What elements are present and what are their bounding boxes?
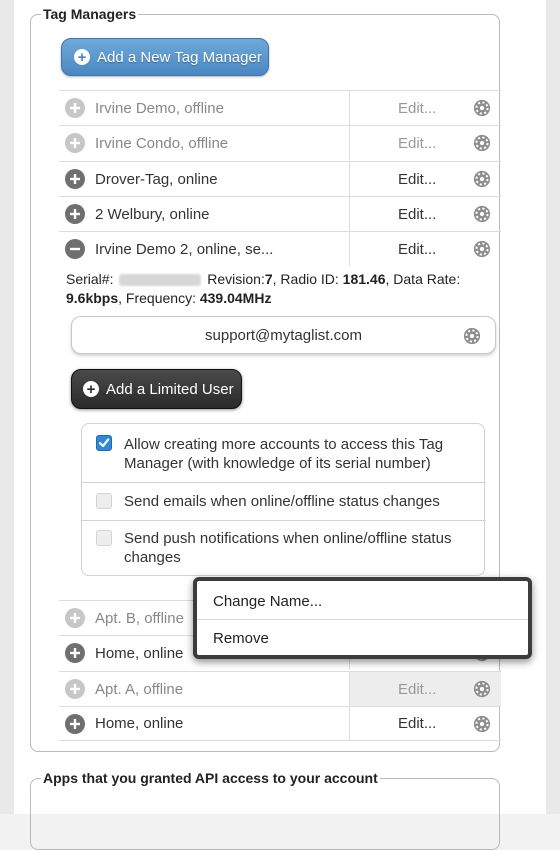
gear-icon[interactable] — [473, 134, 491, 152]
tag-manager-row[interactable] — [59, 671, 501, 706]
context-menu — [193, 577, 532, 659]
tag-manager-row-main[interactable] — [59, 126, 350, 160]
tag-manager-row[interactable] — [59, 90, 501, 125]
frequency-label: , Frequency: — [118, 290, 196, 306]
allow-accounts-checkbox[interactable] — [96, 435, 112, 451]
gear-icon[interactable] — [473, 715, 491, 733]
api-access-legend: Apps that you granted API access to your account — [43, 770, 378, 786]
tag-manager-edit-cell[interactable] — [350, 162, 501, 196]
tag-managers-legend: Tag Managers — [43, 6, 137, 22]
collapse-icon[interactable] — [65, 239, 85, 259]
tag-manager-name: Irvine Condo, offline — [95, 134, 229, 152]
radio-value: 181.46 — [342, 271, 386, 287]
tag-manager-edit-cell[interactable] — [350, 232, 501, 266]
add-limited-user-label: Add a Limited User — [106, 380, 234, 398]
tag-manager-name: 2 Welbury, online — [95, 205, 210, 223]
expand-icon[interactable] — [65, 643, 85, 663]
edit-link[interactable]: Edit... — [398, 134, 437, 152]
tag-manager-details — [66, 270, 506, 308]
edit-link[interactable]: Edit... — [398, 240, 437, 258]
send-emails-label: Send emails when online/offline status changes — [124, 493, 440, 510]
add-limited-user-button[interactable] — [71, 369, 242, 409]
gear-icon[interactable] — [473, 205, 491, 223]
expand-icon[interactable] — [65, 679, 85, 699]
add-tag-manager-button[interactable] — [61, 38, 269, 76]
tag-manager-row[interactable] — [59, 161, 501, 196]
tag-manager-edit-cell[interactable] — [350, 197, 501, 231]
tag-manager-name: Apt. B, offline — [95, 609, 184, 627]
gear-icon[interactable] — [473, 680, 491, 698]
tag-manager-row-main[interactable] — [59, 91, 350, 125]
tag-manager-row-main[interactable] — [59, 672, 350, 706]
serial-value-redacted — [119, 274, 201, 286]
tag-manager-row[interactable] — [59, 706, 501, 741]
expand-icon[interactable] — [65, 98, 85, 118]
serial-label: Serial#: — [66, 271, 114, 287]
tag-manager-edit-cell[interactable] — [350, 91, 501, 125]
revision-label: Revision: — [207, 271, 265, 287]
allow-accounts-label: Allow creating more accounts to access this Tag Manager (with knowledge of its serial number) — [124, 436, 444, 472]
expand-icon[interactable] — [65, 169, 85, 189]
radio-label: , Radio ID: — [272, 271, 339, 287]
send-push-checkbox[interactable] — [96, 530, 112, 546]
edit-link[interactable]: Edit... — [398, 170, 437, 188]
tag-manager-row-main[interactable] — [59, 197, 350, 231]
checkmark-icon — [97, 436, 111, 450]
right-margin — [546, 0, 560, 814]
tag-manager-name: Home, online — [95, 715, 184, 732]
gear-icon[interactable] — [473, 170, 491, 188]
expand-icon[interactable] — [65, 204, 85, 224]
revision-value: 7 — [264, 271, 273, 287]
plus-icon: + — [74, 49, 90, 65]
left-margin — [0, 0, 14, 814]
add-tag-manager-label: Add a New Tag Manager — [97, 48, 262, 66]
tag-manager-name: Apt. A, offline — [95, 680, 184, 698]
gear-icon[interactable] — [473, 99, 491, 117]
tag-manager-name: Irvine Demo, offline — [95, 99, 224, 117]
tag-manager-row[interactable] — [59, 125, 501, 160]
edit-link[interactable]: Edit... — [398, 99, 437, 117]
expand-icon[interactable] — [65, 608, 85, 628]
send-push-label: Send push notifications when online/offline status changes — [124, 530, 452, 566]
tag-manager-name: Home, online — [95, 644, 184, 662]
gear-icon[interactable] — [473, 240, 491, 258]
option-send-emails[interactable] — [82, 482, 486, 520]
option-allow-accounts[interactable] — [82, 424, 486, 482]
rate-label: , Data Rate: — [385, 271, 461, 287]
edit-link[interactable]: Edit... — [398, 680, 437, 698]
frequency-value: 439.04MHz — [199, 290, 272, 306]
tag-manager-row[interactable] — [59, 231, 501, 266]
tag-manager-row[interactable] — [59, 196, 501, 231]
plus-icon: + — [83, 381, 99, 397]
tag-manager-row-main[interactable] — [59, 232, 350, 266]
tag-manager-name: Drover-Tag, online — [95, 170, 218, 188]
email-field[interactable] — [71, 316, 496, 354]
options-panel — [81, 423, 485, 576]
expand-icon[interactable] — [65, 714, 85, 734]
remove-menu-item[interactable]: Remove — [213, 630, 269, 647]
expand-icon[interactable] — [65, 133, 85, 153]
tag-manager-name: Irvine Demo 2, online, se... — [95, 240, 274, 258]
option-send-push[interactable] — [82, 520, 486, 576]
email-value: support@mytaglist.com — [205, 326, 362, 344]
tag-manager-edit-cell[interactable] — [350, 707, 501, 740]
tag-manager-edit-cell[interactable] — [350, 126, 501, 160]
tag-manager-row-main[interactable] — [59, 707, 350, 740]
tag-manager-row-main[interactable] — [59, 162, 350, 196]
edit-link[interactable]: Edit... — [398, 205, 437, 223]
tag-manager-edit-cell[interactable] — [350, 672, 501, 706]
send-emails-checkbox[interactable] — [96, 493, 112, 509]
edit-link[interactable]: Edit... — [398, 715, 437, 732]
rate-value: 9.6kbps — [66, 290, 119, 306]
gear-icon[interactable] — [463, 327, 481, 345]
api-access-fieldset — [30, 770, 500, 850]
change-name-menu-item[interactable]: Change Name... — [197, 583, 528, 620]
